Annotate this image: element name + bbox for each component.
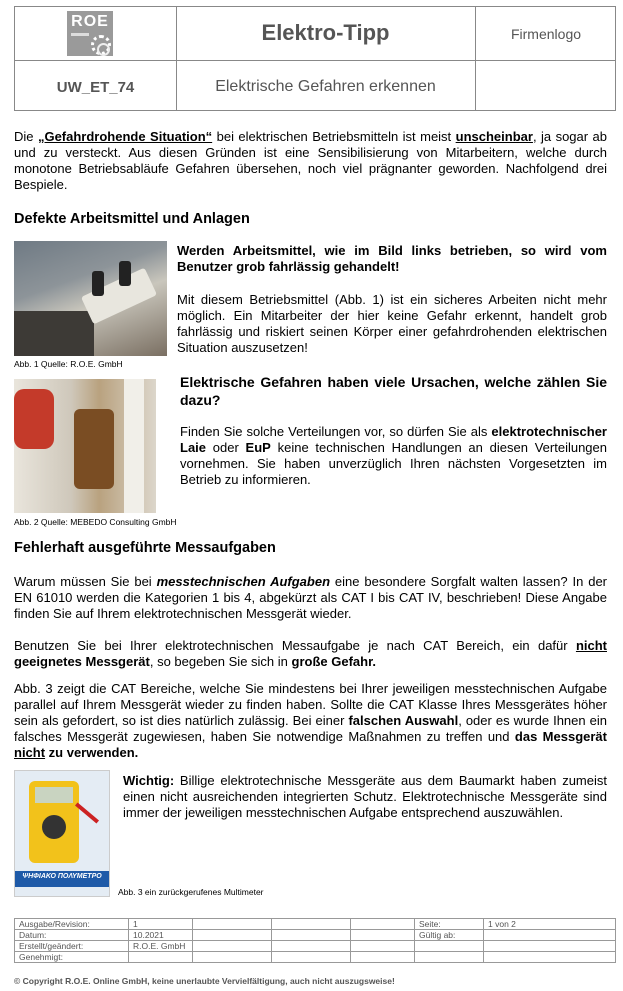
label-revision: Ausgabe/Revision: xyxy=(15,919,129,930)
company-logo-placeholder: Firmenlogo xyxy=(510,26,582,42)
intro-paragraph: Die „Gefahrdrohende Situation“ bei elektrischen Betriebsmitteln ist meist unscheinbar, ja sogar ab und zu versteckt. Aus diesen Gründen ist eine Sensibilisierung von Mitarbeitern, welche durch monotone Betriebsabläufe Gefahren übersehen, noch viel prägnanter geworden. Nachfolgend drei Bespiele. xyxy=(14,129,608,192)
photo-defective-power-strip xyxy=(14,241,167,356)
document-info-table xyxy=(14,918,616,963)
copyright-notice: © Copyright R.O.E. Online GmbH, keine unerlaubte Vervielfältigung, auch nicht auszugsweise! xyxy=(14,976,395,986)
document-code: UW_ET_74 xyxy=(56,79,135,96)
section-heading-measurement: Fehlerhaft ausgeführte Messaufgaben xyxy=(14,540,276,556)
section1-instruction: Finden Sie solche Verteilungen vor, so dürfen Sie als elektrotechnischer Laie oder EuP keine technischen Handlungen an diesen Verteilungen vornehmen. Sie haben unverzüglich Ihren nächsten Vorgesetzten im Betrieb zu informieren. xyxy=(180,424,607,487)
label-valid-from: Gültig ab: xyxy=(415,930,484,941)
label-approved: Genehmigt: xyxy=(15,952,129,963)
measurement-paragraph-1: Warum müssen Sie bei messtechnischen Aufgaben eine besondere Sorgfalt walten lassen? In der EN 61010 werden die Kategorien 1 bis 4, abgekürzt als CAT I bis CAT IV, beschrieben! Diese Angabe finden Sie auf Ihrem elektrotechnischen Messgerät wieder. xyxy=(14,574,608,621)
important-note: Wichtig: Billige elektrotechnische Messgeräte aus dem Baumarkt haben zumeist einen nicht ausreichenden integrierten Schutz. Elektrotechnische Messgeräte sind immer der jeweiligen messtechnischen Aufgabe entsprechend auszuwählen. xyxy=(123,773,607,820)
question-heading: Elektrische Gefahren haben viele Ursachen, welche zählen Sie dazu? xyxy=(180,374,607,408)
measurement-paragraph-2: Benutzen Sie bei Ihrer elektrotechnischen Messaufgabe je nach CAT Bereich, ein dafür nicht geeignetes Messgerät, so begeben Sie sich in große Gefahr. xyxy=(14,638,607,669)
value-created: R.O.E. GmbH xyxy=(129,941,193,952)
document-title: Elektro-Tipp xyxy=(261,20,390,45)
section-heading-defects: Defekte Arbeitsmittel und Anlagen xyxy=(14,211,250,227)
label-page: Seite: xyxy=(415,919,484,930)
section1-text: Mit diesem Betriebsmittel (Abb. 1) ist ein sicheres Arbeiten nicht mehr möglich. Ein Mitarbeiter der hier keine Gefahr erkennt, handelt grob fahrlässig und riskiert seinen Körper einer gefahrdrohenden elektrischen Situation auszusetzen! xyxy=(177,292,607,355)
value-page: 1 von 2 xyxy=(484,919,616,930)
header-table xyxy=(14,6,616,111)
warning-lead: Werden Arbeitsmittel, wie im Bild links betrieben, so wird vom Benutzer grob fahrlässig gehandelt! xyxy=(177,243,607,274)
label-date: Datum: xyxy=(15,930,129,941)
measurement-paragraph-3: Abb. 3 zeigt die CAT Bereiche, welche Sie mindestens bei Ihrer jeweiligen messtechnischen Aufgabe parallel auf Ihrem Messgerät wieder zu finden haben. Sollte die CAT Klasse Ihres Messgerätes höher sein als gefordert, so ist dies natürlich zulässig. Bei einer falschen Auswahl, oder es wurde Ihnen ein falsches Messgerät zugewiesen, haben Sie notwendige Maßnahmen zu treffen und das Messgerät nicht zu verwenden. xyxy=(14,681,607,760)
document-subtitle: Elektrische Gefahren erkennen xyxy=(215,78,436,95)
value-date: 10.2021 xyxy=(129,930,193,941)
photo-recalled-multimeter: ΨΗΦΙΑΚΟ ΠΟΛΥΜΕΤΡΟ xyxy=(14,770,110,897)
photo-damaged-distribution-board xyxy=(14,379,156,513)
label-created: Erstellt/geändert: xyxy=(15,941,129,952)
caption-abb1: Abb. 1 Quelle: R.O.E. GmbH xyxy=(14,359,123,369)
caption-abb2: Abb. 2 Quelle: MEBEDO Consulting GmbH xyxy=(14,517,177,527)
roe-logo: ROE xyxy=(67,11,113,56)
caption-abb3: Abb. 3 ein zurückgerufenes Multimeter xyxy=(118,887,264,897)
value-revision: 1 xyxy=(129,919,193,930)
